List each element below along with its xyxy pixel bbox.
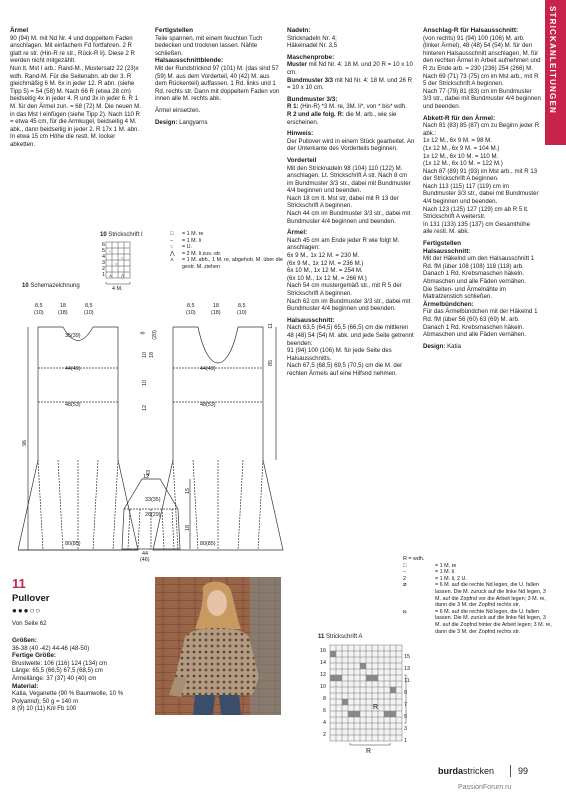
watermark: PassionForum.ru xyxy=(458,784,512,791)
schematic-title: 10 Schemazeichnung xyxy=(22,283,80,289)
sizes-text: 36-38 (40 -42) 44-46 (48-50) xyxy=(12,644,90,652)
footer-brand: burdastricken xyxy=(438,766,495,776)
column-cast-on xyxy=(423,27,541,354)
front-text: Mit den Stricknadeln 98 (104) 110 (122) M. anschlagen. Lt. Strickschrift A str. Nach 8 cm im Bundmuster 3/3 str., dabei mit Bundmuster 4/4 beginnen und beenden. Nach 18 cm lt. Mst str, dabei mit R 13 der Strickschrift A beginnen. Nach 44 cm im Bundmuster 3/3 str., dabei mit Bundmuster 4/4 beginnen und beenden. xyxy=(287,164,411,225)
svg-text:−: − xyxy=(109,249,112,254)
finishing-heading: Fertigstellen xyxy=(155,27,193,34)
chart-11-grid xyxy=(320,643,416,747)
design-credit xyxy=(155,119,283,127)
pattern-number: 11 xyxy=(12,576,26,591)
rib-heading: Bundmuster 3/3: xyxy=(287,95,338,103)
chart-10-title: 10 Strickschrift I xyxy=(100,232,143,238)
cast-on-text: (von rechts) 91 (94) 100 (106) M. arb. (linker Ärmel), 48 (48) 54 (54) M. für den hinteren Halsausschnitt anschlagen, M. für den rechten Ärmel in Arbeit aufnehmen und R zu Ende arb. = 230 (236) 254 (266) M. Nach 69 (71) 73 (75) cm im Mst arb., mit R 5 der Strickschrift A beginnen. Nach 77 (79) 81 (83) cm im Bundmuster 3/3 str., dabei mit Bundmuster 4/4 beginnen und beenden. xyxy=(423,34,541,110)
neckband-heading: Halsausschnittblende: xyxy=(155,57,224,65)
sleeves-heading: Ärmel: xyxy=(287,229,308,237)
material-text: Katia, Veganette (90 % Baumwolle, 10 % Polyamid); 50 g = 140 m 8 (9) 10 (11) Knl Fb 100 xyxy=(12,690,124,713)
see-page-link[interactable]: Von Seite 62 xyxy=(12,620,47,627)
design-label-2: Design: xyxy=(423,342,446,350)
chart-11-even-rows: 16 14 12 10 8 6 4 2 xyxy=(320,648,326,738)
footer-divider xyxy=(510,765,511,777)
cast-on-heading: Anschlag-R für Halsausschnitt: xyxy=(423,27,519,34)
column-pullover xyxy=(287,27,415,382)
svg-text:○: ○ xyxy=(115,261,118,266)
legend-header: R = wdh. xyxy=(403,556,425,562)
rib-row1-text: (Hin-R) *3 M. re, 3M. li*, von * bis* wdh. xyxy=(298,103,407,111)
gauge-pattern-text: mit Nd Nr. 4: 18 M. und 20 R = 10 x 10 cm. xyxy=(287,61,413,76)
sizes-heading: Größen: xyxy=(12,637,37,644)
gauge-heading: Maschenprobe: xyxy=(287,53,335,61)
difficulty-rating: ●●●○○ xyxy=(12,606,42,615)
bind-off-text: Nach 81 (83) 85 (87) cm zu Beginn jeder R abk.: 1x 12 M., 6x 9 M. = 98 M. (1x 12 M., 6x 9 M. = 104 M.) 1x 12 M., 6x 10 M. = 110 M. (1x 12 M., 6x 10 M. = 122 M.) Nach 87 (89) 91 (93) im Mst arb., mit R 13 der Strickschrift A beginnen. Nach 113 (115) 117 (119) cm im Bundmuster 3/3 str., dabei mit Bundmuster 4/4 beginnen und beenden. Nach 123 (125) 127 (129) cm ab R 5 lt. Strickschrift A weiterstr. In 131 (133) 135 (137) cm Gesamthöhe alle restl. M. abk. xyxy=(423,122,540,236)
chart-11-legend: R = wdh. □ = 1 M. re − = 1 M. li 2 = 1 M. li, 2 U. ⧄ = 6 M. auf die rechte Nd legen, die U. fallen lassen. Die M. zurück auf die linke Nd legen, 3 M. auf die Zopfnd vor die Arbeit legen; 3 M. re, dann die 3 M. der Zopfnd rechts str. ⧅ = 6 M. auf die rechte Nd legen, die U. fallen lassen. Die M. zurück auf die linke Nd legen, 3 M. auf die Zopfnd hinter die Arbeit legen; 3 M. re, dann die 3 M. der Zopfnd rechts str. xyxy=(403,556,552,635)
neckline2-text: Mit der Häkelnd um den Halsausschnitt 1 Rd. fM (über 108 (108) 118 (118) arb. Danach 1 Rd. Krebsmaschen häkeln. Abmaschen und alle Fäden vernähen. Die Seiten- und Ärmelnähte im Matratzenstich schließen. xyxy=(423,255,535,301)
chart-10-row-numbers: 6 5 4 3 2 1 xyxy=(102,242,105,278)
sleeves-text: Nach 45 cm am Ende jeder R wie folgt M. anschlagen: 6x 9 M., 1x 12 M. = 230 M. (6x 9 M., 1x 12 M. = 236 M.) 6x 10 M., 1x 12 M. = 254 M. (6x 10 M., 1x 12 M. = 266 M.) Nach 54 cm mustergemäß str., mit R 5 der Strickschrift A beginnen. Nach 62 cm im Bundmuster 3/3 str., dabei mit Bundmuster 4/4 beginnen und beenden. xyxy=(287,236,411,313)
needles-heading: Nadeln: xyxy=(287,27,311,34)
svg-text:⋏: ⋏ xyxy=(109,273,112,278)
sleeve-text: 90 (94) M. mit Nd Nr. 4 und doppeltem Faden anschlagen. Mit einfachem Fd fortfahren. 2 R glatt re str. (Hin-R re str., Rück-R li). Diese 2 R werden nicht mitgezählt. Nun lt. Mst I arb.: Rand-M., Mustersatz 22 (23)x wdh. Rand-M. Für die Seitenabn. ab der 3. R gleichmäßig 6 M. 6x in jeder 12. R abn. (siehe Tipp 5) = 54 (58) M. Nach 66 R (etwa 28 cm) beidseitig 4x in jeder 4. R und 3x in jeder 6. R 1 M. für den Ärmel zun. = 68 (72) M. Die neuen M. in das Mst I einfügen (siehe Tipp 2). Nach 110 R = etwa 45 cm, für die Armkugel, beidseitig 4 M. abk., dann beidseitig in jeder 2. R 17x 1 M. abn. In etwa 15 cm Höhe die restl. M. locker abketten. xyxy=(10,34,141,148)
finishing2-heading: Fertigstellen xyxy=(423,240,461,248)
neckband-text: Mit der Rundstricknd 97 (101) M. (das sind 57 (59) M. aus dem Vorderteil, 40 (42) M. aus dem Rückenteil) auffassen. 1 Rd. links und 1 Rd. rechts str. Dann mit doppeltem Faden von innen alle M. rechts abk. xyxy=(155,64,280,103)
chart-11-odd-rows: 15 13 11 9 7 5 3 1 xyxy=(404,654,410,744)
cuff-heading: Ärmelbündchen: xyxy=(423,300,474,308)
neckline2-heading: Halsausschnitt: xyxy=(423,247,471,255)
chart-10-bracket-label: 4 M. xyxy=(112,286,123,292)
model-photo xyxy=(155,577,281,715)
cuff-text: Für das Ärmelbündchen mit der Häkelnd 1 Rd. fM (über 56 (60) 63 (69) M. arb. Danach 1 Rd. Krebsmaschen häkeln. Abmaschen und alle Fäden vernähen. xyxy=(423,308,538,339)
gauge-rib-label: Bundmuster 3/3 xyxy=(287,76,334,84)
pattern-specs xyxy=(12,637,147,717)
gauge-rib-text: mit Nd Nr. 4: 18 M. und 26 R = 10 x 10 cm. xyxy=(287,76,412,92)
svg-text:○: ○ xyxy=(121,255,124,260)
finishing-text: Teile spannen, mit einem feuchten Tuch bedecken und trocknen lassen. Nähte schließen. xyxy=(155,34,263,57)
svg-text:⋀: ⋀ xyxy=(121,273,125,278)
chart-11-bottom-repeat: R xyxy=(366,748,372,755)
rib-row2-text: die M. arb., wie sie erscheinen. xyxy=(287,110,397,126)
note-text: Der Pullover wird in einem Stück gearbeitet. An der Unterkante des Vorderteils beginnen. xyxy=(287,137,415,153)
neckline-text: Nach 63,5 (64,5) 65,5 (66,5) cm die mittleren 48 (48) 54 (54) M. abk. und jede Seite getrennt beenden: 91 (94) 100 (106) M. für jede Seite des Halsausschnitts. Nach 67,5 (68,5) 69,5 (70,5) cm die M. der rechten Ärmels auf eine Hilfsnd nehmen. xyxy=(287,324,414,377)
note-heading: Hinweis: xyxy=(287,130,314,138)
front-heading: Vorderteil xyxy=(287,156,317,164)
rib-row2-label: R 2 und alle folg. R: xyxy=(287,110,344,118)
design-name: Langyarns xyxy=(179,118,208,126)
gauge-pattern-label: Muster xyxy=(287,61,307,69)
neckline-heading: Halsausschnitt: xyxy=(287,316,335,324)
design-name-2: Katia xyxy=(447,342,461,350)
chart-11-side-repeat: R xyxy=(373,704,379,711)
chart-10-legend: □ = 1 M. re − = 1 M. li ○ = U. ⋀ = 2 M. li zus.-str. ⋏ = 1 M. abh., 1 M. re, abgehob. M. über die gestr. M. ziehen xyxy=(170,231,283,270)
page-number: 99 xyxy=(518,766,529,776)
chart-11-title: 11 Strickschrift A xyxy=(318,634,363,640)
pattern-name: Pullover xyxy=(12,593,50,604)
needles-text: Stricknadeln Nr. 4; Häkelnadel Nr. 3,5 xyxy=(287,34,338,50)
set-sleeve-text: Ärmel einsetzen. xyxy=(155,106,201,114)
design-credit-2 xyxy=(423,343,541,351)
column-finishing xyxy=(155,27,283,130)
design-label: Design: xyxy=(155,118,178,126)
column-sleeve xyxy=(10,27,142,153)
material-heading: Material: xyxy=(12,682,39,690)
side-tab-label: STRICKANLEITUNGEN xyxy=(548,6,557,114)
finished-heading: Fertige Größe: xyxy=(12,652,57,660)
sleeve-heading: Ärmel xyxy=(10,27,29,34)
rib-row1-label: R 1: xyxy=(287,103,299,111)
side-tab xyxy=(545,0,566,145)
bind-off-heading: Abkett-R für den Ärmel: xyxy=(423,114,496,122)
finished-text: Brustweite: 106 (116) 124 (134) cm Länge: 65,5 (66,5) 67,5 (68,5) cm Ärmellänge: 37 (37) 40 (40) cm xyxy=(12,659,108,682)
